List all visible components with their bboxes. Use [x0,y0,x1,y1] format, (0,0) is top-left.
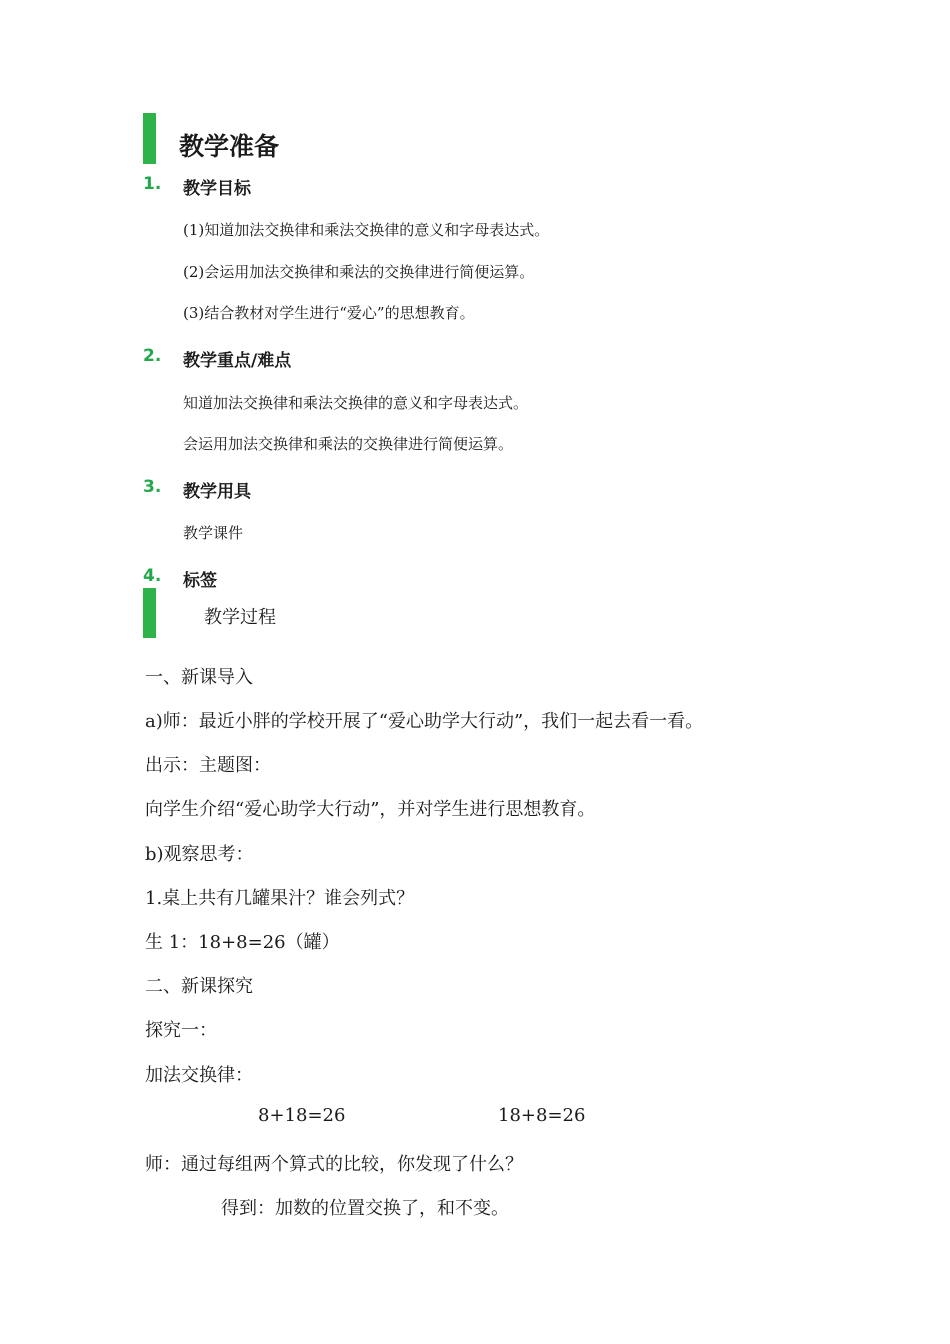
process-heading: 教学过程 [204,607,276,628]
key-point-line: 会运用加法交换律和乘法的交换律进行简便运算。 [183,435,514,453]
section-number: 2. [143,346,162,366]
process-line: 一、新课导入 [145,667,253,688]
process-line: 向学生介绍“爱心助学大行动”，并对学生进行思想教育。 [145,799,596,820]
section-number: 4. [143,566,162,586]
objective-line: (2)会运用加法交换律和乘法的交换律进行简便运算。 [183,263,535,281]
equation: 8+18=26 [258,1105,346,1126]
section-title: 教学用具 [183,482,251,502]
process-line: 生 1：18+8=26（罐） [145,932,340,953]
section-number: 3. [143,477,162,497]
process-line: 探究一： [145,1020,217,1041]
teacher-question: 师：通过每组两个算式的比较，你发现了什么？ [145,1154,523,1175]
objective-line: (3)结合教材对学生进行“爱心”的思想教育。 [183,304,475,322]
process-line: a)师：最近小胖的学校开展了“爱心助学大行动”，我们一起去看一看。 [145,711,704,732]
process-line: 1.桌上共有几罐果汁？谁会列式？ [145,888,415,909]
section-number: 1. [143,174,162,194]
section-title: 教学目标 [183,179,251,199]
tools-line: 教学课件 [183,524,244,542]
objective-line: (1)知道加法交换律和乘法交换律的意义和字母表达式。 [183,221,550,239]
process-line: 二、新课探究 [145,976,253,997]
process-line: 出示：主题图： [145,755,271,776]
equation: 18+8=26 [498,1105,586,1126]
process-line: b)观察思考： [145,844,254,865]
page-title: 教学准备 [179,132,280,161]
key-point-line: 知道加法交换律和乘法交换律的意义和字母表达式。 [183,394,529,412]
section-accent-bar [143,113,156,164]
process-line: 加法交换律： [145,1065,253,1086]
conclusion: 得到：加数的位置交换了，和不变。 [221,1198,509,1219]
section-title: 标签 [183,571,217,591]
section-title: 教学重点/难点 [183,351,292,371]
section-accent-bar [143,588,156,638]
